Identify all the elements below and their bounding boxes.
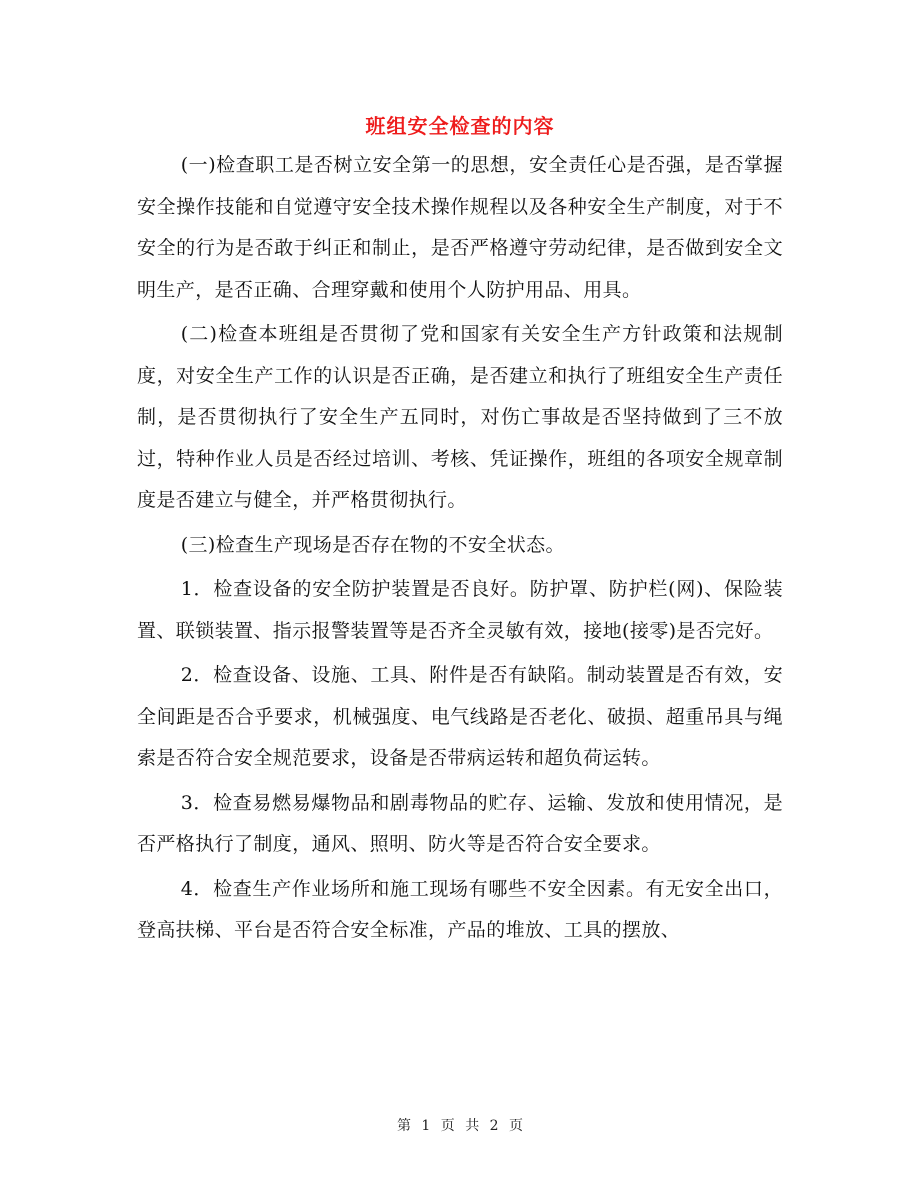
paragraph-2: (二)检查本班组是否贯彻了党和国家有关安全生产方针政策和法规制度，对安全生产工作的认识是否正确，是否建立和执行了班组安全生产责任制，是否贯彻执行了安全生产五同时，对伤亡事故是否坚持做到了三不放过，特种作业人员是否经过培训、考核、凭证操作，班组的各项安全规章制度是否建立与健全，并严格贯彻执行。: [137, 323, 783, 511]
paragraph-1: (一)检查职工是否树立安全第一的思想，安全责任心是否强，是否掌握安全操作技能和自觉遵守安全技术操作规程以及各种安全生产制度，对于不安全的行为是否敢于纠正和制止，是否严格遵守劳动纪律，是否做到安全文明生产，是否正确、合理穿戴和使用个人防护用品、用具。: [137, 154, 783, 301]
document-title: 班组安全检查的内容: [365, 114, 555, 138]
paragraph-5: 2．检查设备、设施、工具、附件是否有缺陷。制动装置是否有效，安全间距是否合乎要求，机械强度、电气线路是否老化、破损、超重吊具与绳索是否符合安全规范要求，设备是否带病运转和超负荷运转。: [137, 664, 783, 769]
paragraph-4: 1．检查设备的安全防护装置是否良好。防护罩、防护栏(网)、保险装置、联锁装置、指示报警装置等是否齐全灵敏有效，接地(接零)是否完好。: [137, 578, 783, 642]
paragraph-6: 3．检查易燃易爆物品和剧毒物品的贮存、运输、发放和使用情况，是否严格执行了制度，通风、照明、防火等是否符合安全要求。: [137, 791, 783, 855]
document-body: [137, 145, 783, 955]
page-number-footer: 第 1 页 共 2 页: [396, 1118, 524, 1134]
paragraph-3: (三)检查生产现场是否存在物的不安全状态。: [180, 533, 565, 556]
paragraph-7: 4．检查生产作业场所和施工现场有哪些不安全因素。有无安全出口，登高扶梯、平台是否符合安全标准，产品的堆放、工具的摆放、: [137, 877, 783, 941]
